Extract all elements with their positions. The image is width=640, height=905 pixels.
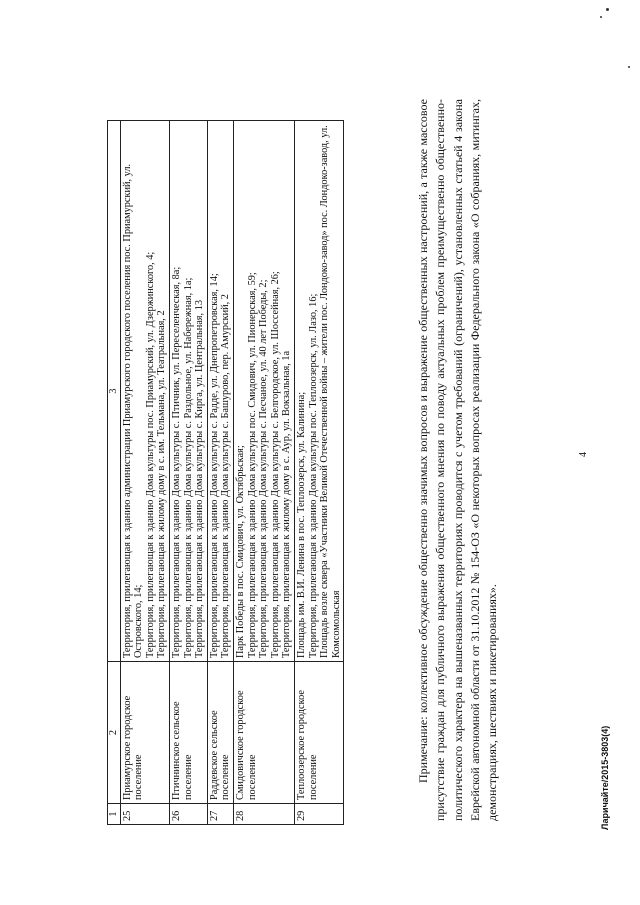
document-code: Ларичайте/2015-3803(4) bbox=[600, 725, 610, 830]
column-header: 1 bbox=[108, 804, 121, 825]
page-number: 4 bbox=[578, 452, 589, 457]
place-item: Территория, прилегающая к зданию Дома культуры с. Башурово, пер. Амурский, 2 bbox=[220, 294, 232, 658]
place-item: Площадь возле сквера «Участники Великой Отечественной войны – жители пос. Лондоко-завод» пос. Лондоко-завод, ул. Комсомольская bbox=[319, 125, 342, 658]
table-row bbox=[233, 121, 294, 825]
place-item: Территория, прилегающая к жилому дому в с. Аур, ул. Вокзальная, 1а bbox=[281, 350, 293, 658]
settlement-name: Теплоозерское городское поселение bbox=[294, 662, 343, 804]
table-row bbox=[207, 121, 233, 825]
place-item: Территория, прилегающая к зданию администрации Приамурского городского поселения пос. Приамурский, ул. Островского, 14; bbox=[121, 163, 145, 658]
place-item: Территория, прилегающая к зданию Дома культуры пос. Теплоозерск, ул. Лазо, 16; bbox=[307, 293, 319, 658]
places-cell bbox=[207, 121, 233, 662]
column-header: 3 bbox=[108, 121, 121, 662]
note-text: Примечание: коллективное обсуждение общественно значимых вопросов и выражение общественных настроений, а также массовое присутствие граждан для публичного выражения общественного мнения по поводу актуальных проблем преимущественно общественно-политического характера на вышеназванных территориях проводится с учетом требований (ограничений), установленных статьей 4 закона Еврейской автономной области от 31.10.2012 № 154-ОЗ «О некоторых вопросах реализации Федерального закона «О собраниях, митингах, демонстрациях, шествиях и пикетированиях». bbox=[416, 99, 500, 821]
table-row bbox=[169, 121, 207, 825]
place-item: Территория, прилегающая к зданию Дома культуры с. Раздольное, ул. Набережная, 1а; bbox=[182, 277, 194, 658]
place-item: Площадь им. В.И. Ленина в пос. Теплоозерск, ул. Калинина; bbox=[295, 391, 307, 658]
note-paragraph bbox=[415, 99, 501, 821]
place-item: Территория, прилегающая к зданию Дома культуры с. Радде, ул. Днепропетровская, 14; bbox=[208, 273, 220, 658]
settlement-name: Смидовичское городское поселение bbox=[233, 662, 294, 804]
places-cell bbox=[233, 121, 294, 662]
places-cell bbox=[294, 121, 343, 662]
row-number: 25 bbox=[120, 804, 169, 825]
settlement-name: Раддевское сельское поселение bbox=[207, 662, 233, 804]
place-item: Территория, прилегающая к зданию Дома культуры с. Белгородское, ул. Шоссейная, 26; bbox=[269, 271, 281, 658]
places-cell bbox=[169, 121, 207, 662]
places-cell bbox=[120, 121, 169, 662]
table-row bbox=[294, 121, 343, 825]
place-item: Территория, прилегающая к зданию Дома культуры с. Птичник, ул. Переселенческая, 8а; bbox=[170, 266, 182, 658]
table-body bbox=[120, 121, 344, 825]
settlements-table bbox=[107, 120, 344, 825]
place-item: Территория, прилегающая к зданию Дома культуры пос. Смидович, ул. Пионерская, 59; bbox=[246, 272, 258, 658]
row-number: 27 bbox=[207, 804, 233, 825]
place-item: Территория, прилегающая к зданию Дома культуры пос. Приамурский, ул. Дзержинского, 4; bbox=[144, 251, 156, 658]
table-row bbox=[120, 121, 169, 825]
place-item: Территория, прилегающая к жилому дому в с. им. Тельмана, ул. Театральная, 2 bbox=[156, 310, 168, 658]
row-number: 29 bbox=[294, 804, 343, 825]
place-item: Парк Победы в пос. Смидович, ул. Октябрьская; bbox=[234, 445, 246, 658]
settlement-name: Птичнинское сельское поселение bbox=[169, 662, 207, 804]
table-header-row bbox=[108, 121, 121, 825]
place-item: Территория, прилегающая к зданию Дома культуры с. Кирга, ул. Центральная, 13 bbox=[194, 300, 206, 658]
settlement-name: Приамурское городское поселение bbox=[120, 662, 169, 804]
row-number: 28 bbox=[233, 804, 294, 825]
row-number: 26 bbox=[169, 804, 207, 825]
place-item: Территория, прилегающая к зданию Дома культуры с. Песчаное, ул. 40 лет Победы, 2; bbox=[258, 279, 270, 658]
column-header: 2 bbox=[108, 662, 121, 804]
